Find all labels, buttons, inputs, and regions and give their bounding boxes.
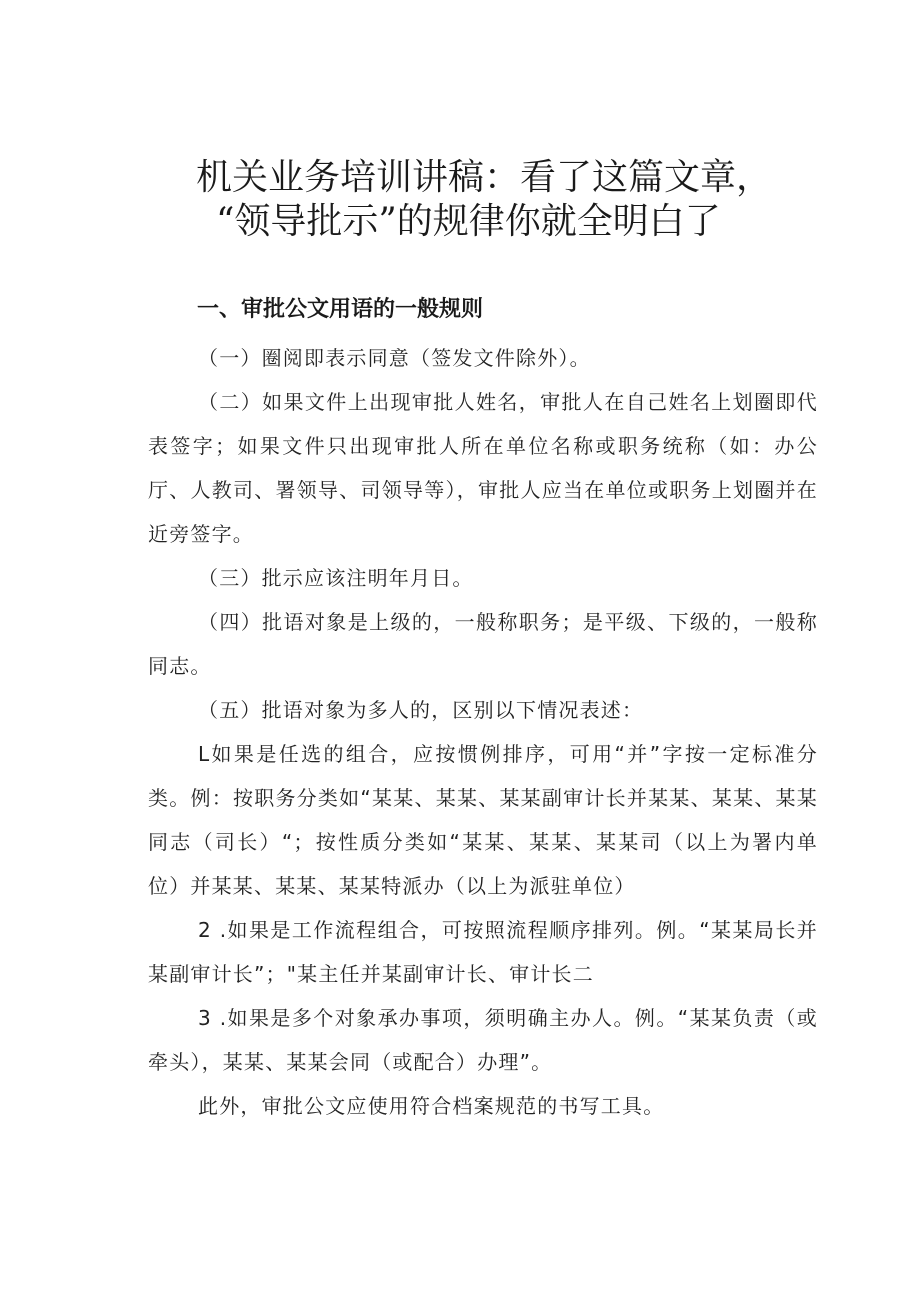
- paragraph-7: 2 .如果是工作流程组合，可按照流程顺序排列。例。“某某局长并某副审计长”；"某主任并某副审计长、审计长二: [148, 918, 818, 986]
- paragraph-3: （三）批示应该注明年月日。: [198, 566, 474, 590]
- section-heading: 一、审批公文用语的一般规则: [197, 297, 484, 322]
- paragraph-5: （五）批语对象为多人的，区别以下情况表述：: [198, 698, 644, 722]
- document-title-line-2: “领导批示”的规律你就全明白了: [216, 201, 721, 242]
- paragraph-4: （四）批语对象是上级的，一般称职务；是平级、下级的，一般称同志。: [148, 610, 818, 678]
- paragraph-9: 此外，审批公文应使用符合档案规范的书写工具。: [198, 1094, 665, 1118]
- document-body: [148, 336, 818, 1128]
- paragraph-6: L如果是任选的组合，应按惯例排序，可用“并”字按一定标准分类。例：按职务分类如“某某、某某、某某副审计长并某某、某某、某某同志（司长）“；按性质分类如“某某、某某、某某司（以上为署内单位）并某某、某某、某某特派办（以上为派驻单位）: [148, 742, 818, 898]
- paragraph-2: （二）如果文件上出现审批人姓名，审批人在自己姓名上划圈即代表签字；如果文件只出现审批人所在单位名称或职务统称（如：办公厅、人教司、署领导、司领导等），审批人应当在单位或职务上划圈并在近旁签字。: [148, 390, 818, 546]
- paragraph-8: 3 .如果是多个对象承办事项，须明确主办人。例。“某某负责（或牵头），某某、某某会同（或配合）办理”。: [148, 1006, 818, 1074]
- paragraph-1: （一）圈阅即表示同意（签发文件除外）。: [198, 346, 591, 370]
- document-title-line-1: 机关业务培训讲稿：看了这篇文章，: [196, 157, 773, 198]
